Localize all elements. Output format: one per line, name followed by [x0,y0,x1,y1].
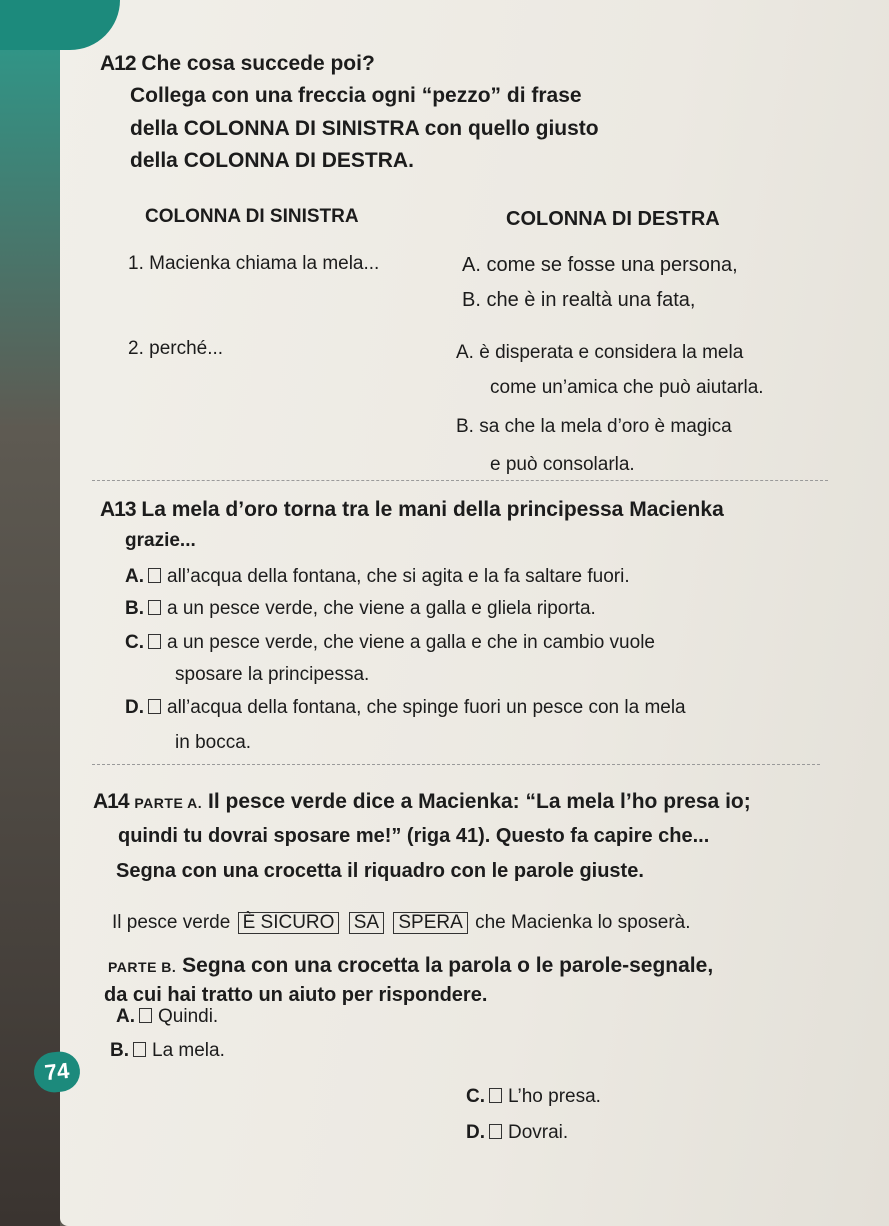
a14-choice-spera[interactable]: SPERA [393,912,467,934]
a14-option-c-checkbox[interactable] [489,1088,502,1103]
section-divider-1 [92,480,828,481]
a14-number: A14 [93,790,129,813]
a13-option-c-letter: C. [125,632,144,653]
a13-option-a-letter: A. [125,566,144,587]
a14-choice-sa[interactable]: SA [349,912,384,934]
a13-question-line2: grazie... [125,530,196,551]
a14-option-b[interactable] [110,1040,225,1062]
a13-option-b-letter: B. [125,598,144,619]
a13-option-d[interactable] [125,697,686,719]
a14-choice-sentence [112,912,691,934]
a14-option-a-checkbox[interactable] [139,1008,152,1023]
a13-question-line1 [100,498,724,522]
a14-option-d-checkbox[interactable] [489,1124,502,1139]
a14-option-c-text: L’ho presa. [508,1086,601,1107]
a13-option-b-text: a un pesce verde, che viene a galla e gliela riporta. [167,598,596,619]
a13-option-c-text-line2: sposare la principessa. [175,664,370,685]
a13-number: A13 [100,498,136,521]
a14-option-c[interactable] [466,1086,601,1108]
a13-option-a-text: all’acqua della fontana, che si agita e la fa saltare fuori. [167,566,630,587]
a13-option-c-text-line1: a un pesce verde, che viene a galla e che in cambio vuole [167,632,655,653]
right-item-2a-line2: come un’amica che può aiutarla. [490,377,764,398]
a14-part-a-text1: Il pesce verde dice a Macienka: “La mela l’ho presa io; [208,790,751,813]
a13-question-text: La mela d’oro torna tra le mani della principessa Macienka [141,498,724,521]
a14-part-b-text1: Segna con una crocetta la parola o le parole-segnale, [182,954,714,977]
a12-title: Che cosa succede poi? [141,52,375,75]
a14-choice-e-sicuro[interactable]: È SICURO [238,912,340,934]
left-column-header: COLONNA DI SINISTRA [145,206,359,227]
a14-option-d-letter: D. [466,1122,485,1143]
right-item-1a: A. come se fosse una persona, [462,254,738,276]
a14-sentence-end: che Macienka lo sposerà. [475,912,691,933]
a13-option-d-text-line2: in bocca. [175,732,252,753]
page-number-badge: 74 [32,1050,82,1095]
left-item-1: 1. Macienka chiama la mela... [128,253,380,274]
a13-option-a[interactable] [125,566,630,588]
a14-option-d-text: Dovrai. [508,1122,569,1143]
a12-instruction-3: della COLONNA DI DESTRA. [130,149,414,172]
a12-title-line [100,52,375,76]
a13-option-d-checkbox[interactable] [148,699,161,714]
a14-option-b-text: La mela. [152,1040,225,1061]
a14-option-c-letter: C. [466,1086,485,1107]
page-edge-background [0,0,60,1226]
a13-option-a-checkbox[interactable] [148,568,161,583]
a14-part-b-line1 [108,954,713,978]
a14-part-a-line1 [93,790,751,814]
a14-part-a-line2: quindi tu dovrai sposare me!” (riga 41). Questo fa capire che... [118,825,710,847]
a13-option-c[interactable] [125,632,655,654]
left-item-2: 2. perché... [128,338,224,359]
a12-instruction-1: Collega con una freccia ogni “pezzo” di frase [130,84,582,107]
a14-option-a-text: Quindi. [158,1006,219,1027]
a13-option-c-checkbox[interactable] [148,634,161,649]
right-item-2b-line1: B. sa che la mela d’oro è magica [456,416,732,437]
a13-option-d-letter: D. [125,697,144,718]
right-item-1b: B. che è in realtà una fata, [462,289,696,311]
a12-number: A12 [100,52,136,75]
a12-instruction-2: della COLONNA DI SINISTRA con quello giusto [130,117,599,140]
a14-option-a-letter: A. [116,1006,135,1027]
a13-option-d-text-line1: all’acqua della fontana, che spinge fuori un pesce con la mela [167,697,686,718]
a14-option-a[interactable] [116,1006,218,1028]
a14-part-b-label: PARTE B. [108,959,177,975]
section-divider-2 [92,764,820,765]
a13-option-b[interactable] [125,598,596,620]
a14-option-b-checkbox[interactable] [133,1042,146,1057]
a13-option-b-checkbox[interactable] [148,600,161,615]
a14-option-b-letter: B. [110,1040,129,1061]
right-item-2a-line1: A. è disperata e considera la mela [456,342,744,363]
a14-part-b-line2: da cui hai tratto un aiuto per rispondere. [104,984,488,1006]
right-column-header: COLONNA DI DESTRA [506,208,720,230]
a14-part-a-label: PARTE A. [134,795,203,811]
a14-option-d[interactable] [466,1122,568,1144]
a14-sentence-start: Il pesce verde [112,912,231,933]
right-item-2b-line2: e può consolarla. [490,454,635,475]
a14-part-a-line3: Segna con una crocetta il riquadro con le parole giuste. [116,860,644,882]
